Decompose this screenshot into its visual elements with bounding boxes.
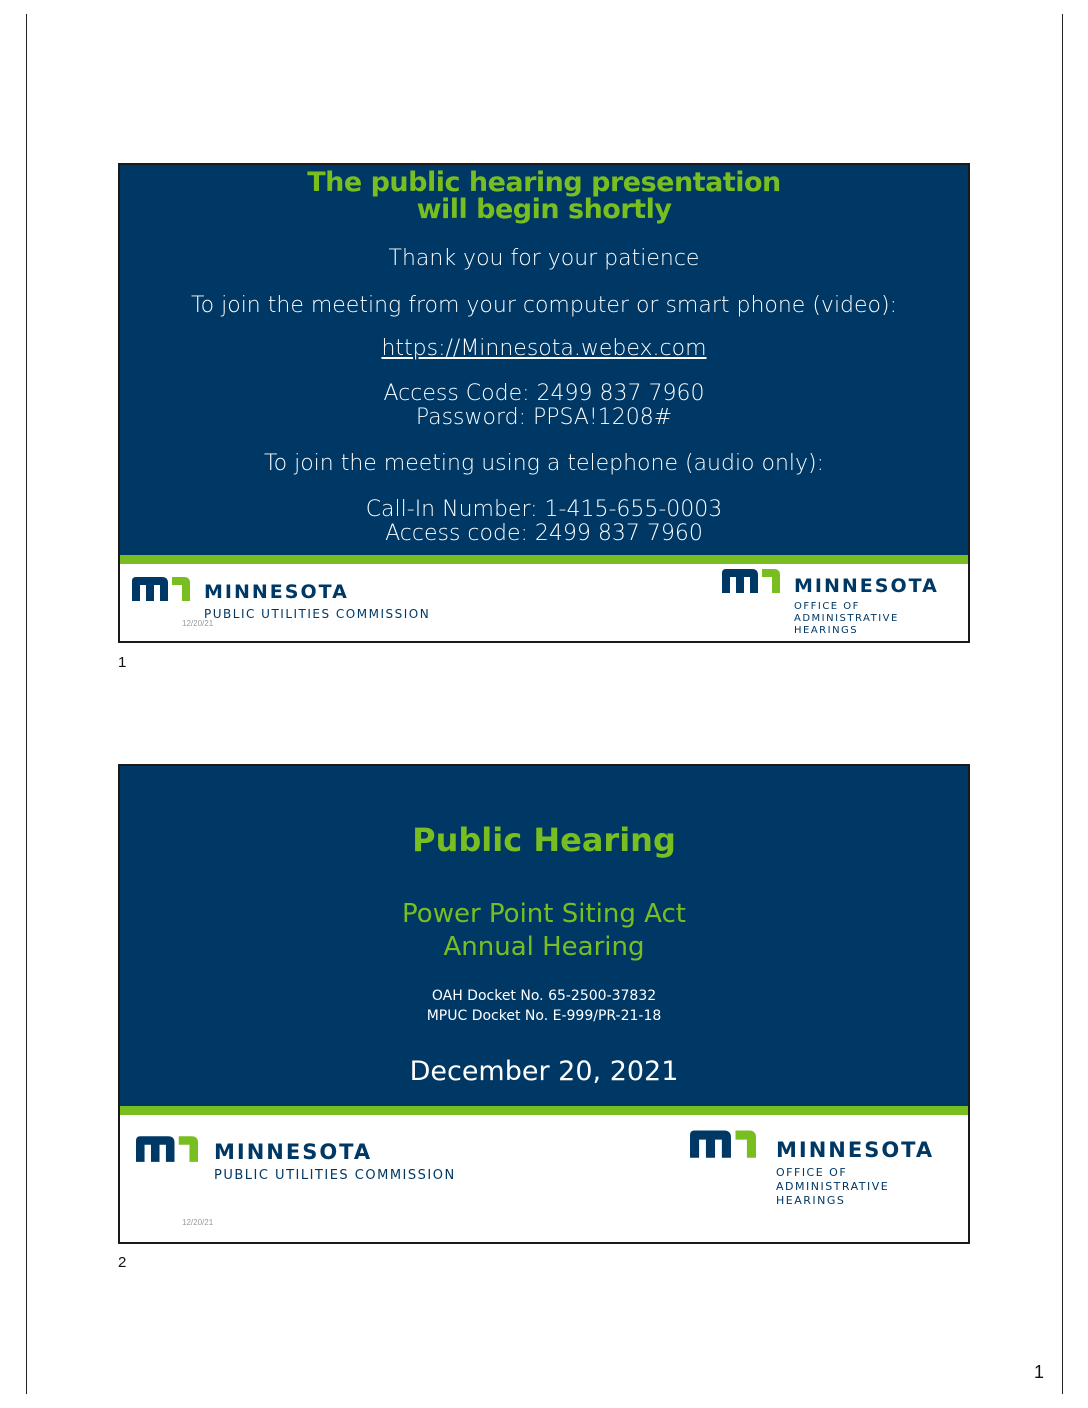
oah-sub-line-2: ADMINISTRATIVE <box>794 613 899 624</box>
oah-sub-line-2: ADMINISTRATIVE <box>776 1180 890 1193</box>
webex-link[interactable]: https://Minnesota.webex.com <box>381 336 707 361</box>
slide-2-date: 12/20/21 <box>182 1218 214 1227</box>
slide-2-subtitle <box>120 898 968 964</box>
mn-logo-icon <box>132 575 190 601</box>
call-in-text: Call-In Number: 1-415-655-0003 <box>365 497 723 522</box>
hearing-date: December 20, 2021 <box>409 1056 679 1087</box>
slide-1-title-line-1: The public hearing presentation <box>307 167 781 198</box>
puc-logo-sub: PUBLIC UTILITIES COMMISSION <box>204 607 431 621</box>
slide-1-date: 12/20/21 <box>182 619 214 628</box>
oah-logo <box>722 567 962 637</box>
page-left-rule <box>26 14 27 1394</box>
access-code-text: Access Code: 2499 837 7960 <box>383 381 705 406</box>
puc-logo-word: MINNESOTA <box>204 581 349 603</box>
slide-2 <box>118 764 970 1244</box>
slide-1-title <box>120 169 968 223</box>
slide-1-banner <box>120 165 968 555</box>
puc-logo <box>132 575 452 625</box>
mn-logo-icon <box>136 1134 198 1162</box>
slide-1-green-bar <box>120 555 968 564</box>
oah-sub-line-1: OFFICE OF <box>776 1166 848 1179</box>
oah-logo <box>690 1128 965 1212</box>
mpuc-docket: MPUC Docket No. E-999/PR-21-18 <box>426 1008 662 1024</box>
password-text: Password: PPSA!1208# <box>415 405 673 430</box>
slide-2-subtitle-line-2: Annual Hearing <box>443 932 645 962</box>
oah-sub-line-3: HEARINGS <box>794 625 859 636</box>
slide-1-number: 1 <box>118 654 127 671</box>
slide-1 <box>118 163 970 643</box>
oah-logo-word: MINNESOTA <box>776 1138 935 1162</box>
mn-logo-icon <box>722 567 780 593</box>
slide-2-green-bar <box>120 1106 968 1115</box>
page-number: 1 <box>1034 1362 1045 1382</box>
mn-logo-icon <box>690 1128 756 1158</box>
slide-1-title-line-2: will begin shortly <box>416 194 672 225</box>
slide-2-banner <box>120 766 968 1106</box>
oah-docket: OAH Docket No. 65-2500-37832 <box>431 988 657 1004</box>
docket-numbers <box>120 986 968 1026</box>
slide-2-title: Public Hearing <box>412 821 676 859</box>
puc-logo-word: MINNESOTA <box>214 1140 373 1164</box>
page-right-rule <box>1062 14 1063 1394</box>
join-audio-text: To join the meeting using a telephone (audio only): <box>263 451 825 476</box>
puc-logo <box>136 1134 496 1184</box>
oah-sub-line-3: HEARINGS <box>776 1194 846 1207</box>
slide-2-number: 2 <box>118 1254 127 1271</box>
join-video-text: To join the meeting from your computer or smart phone (video): <box>190 293 898 318</box>
audio-access-code-text: Access code: 2499 837 7960 <box>385 521 703 546</box>
oah-logo-sub <box>794 601 899 637</box>
slide-2-subtitle-line-1: Power Point Siting Act <box>402 899 686 929</box>
oah-logo-word: MINNESOTA <box>794 575 939 597</box>
thanks-text: Thank you for your patience <box>388 246 700 271</box>
oah-logo-sub <box>776 1166 889 1208</box>
puc-logo-sub: PUBLIC UTILITIES COMMISSION <box>214 1168 456 1183</box>
oah-sub-line-1: OFFICE OF <box>794 601 860 612</box>
